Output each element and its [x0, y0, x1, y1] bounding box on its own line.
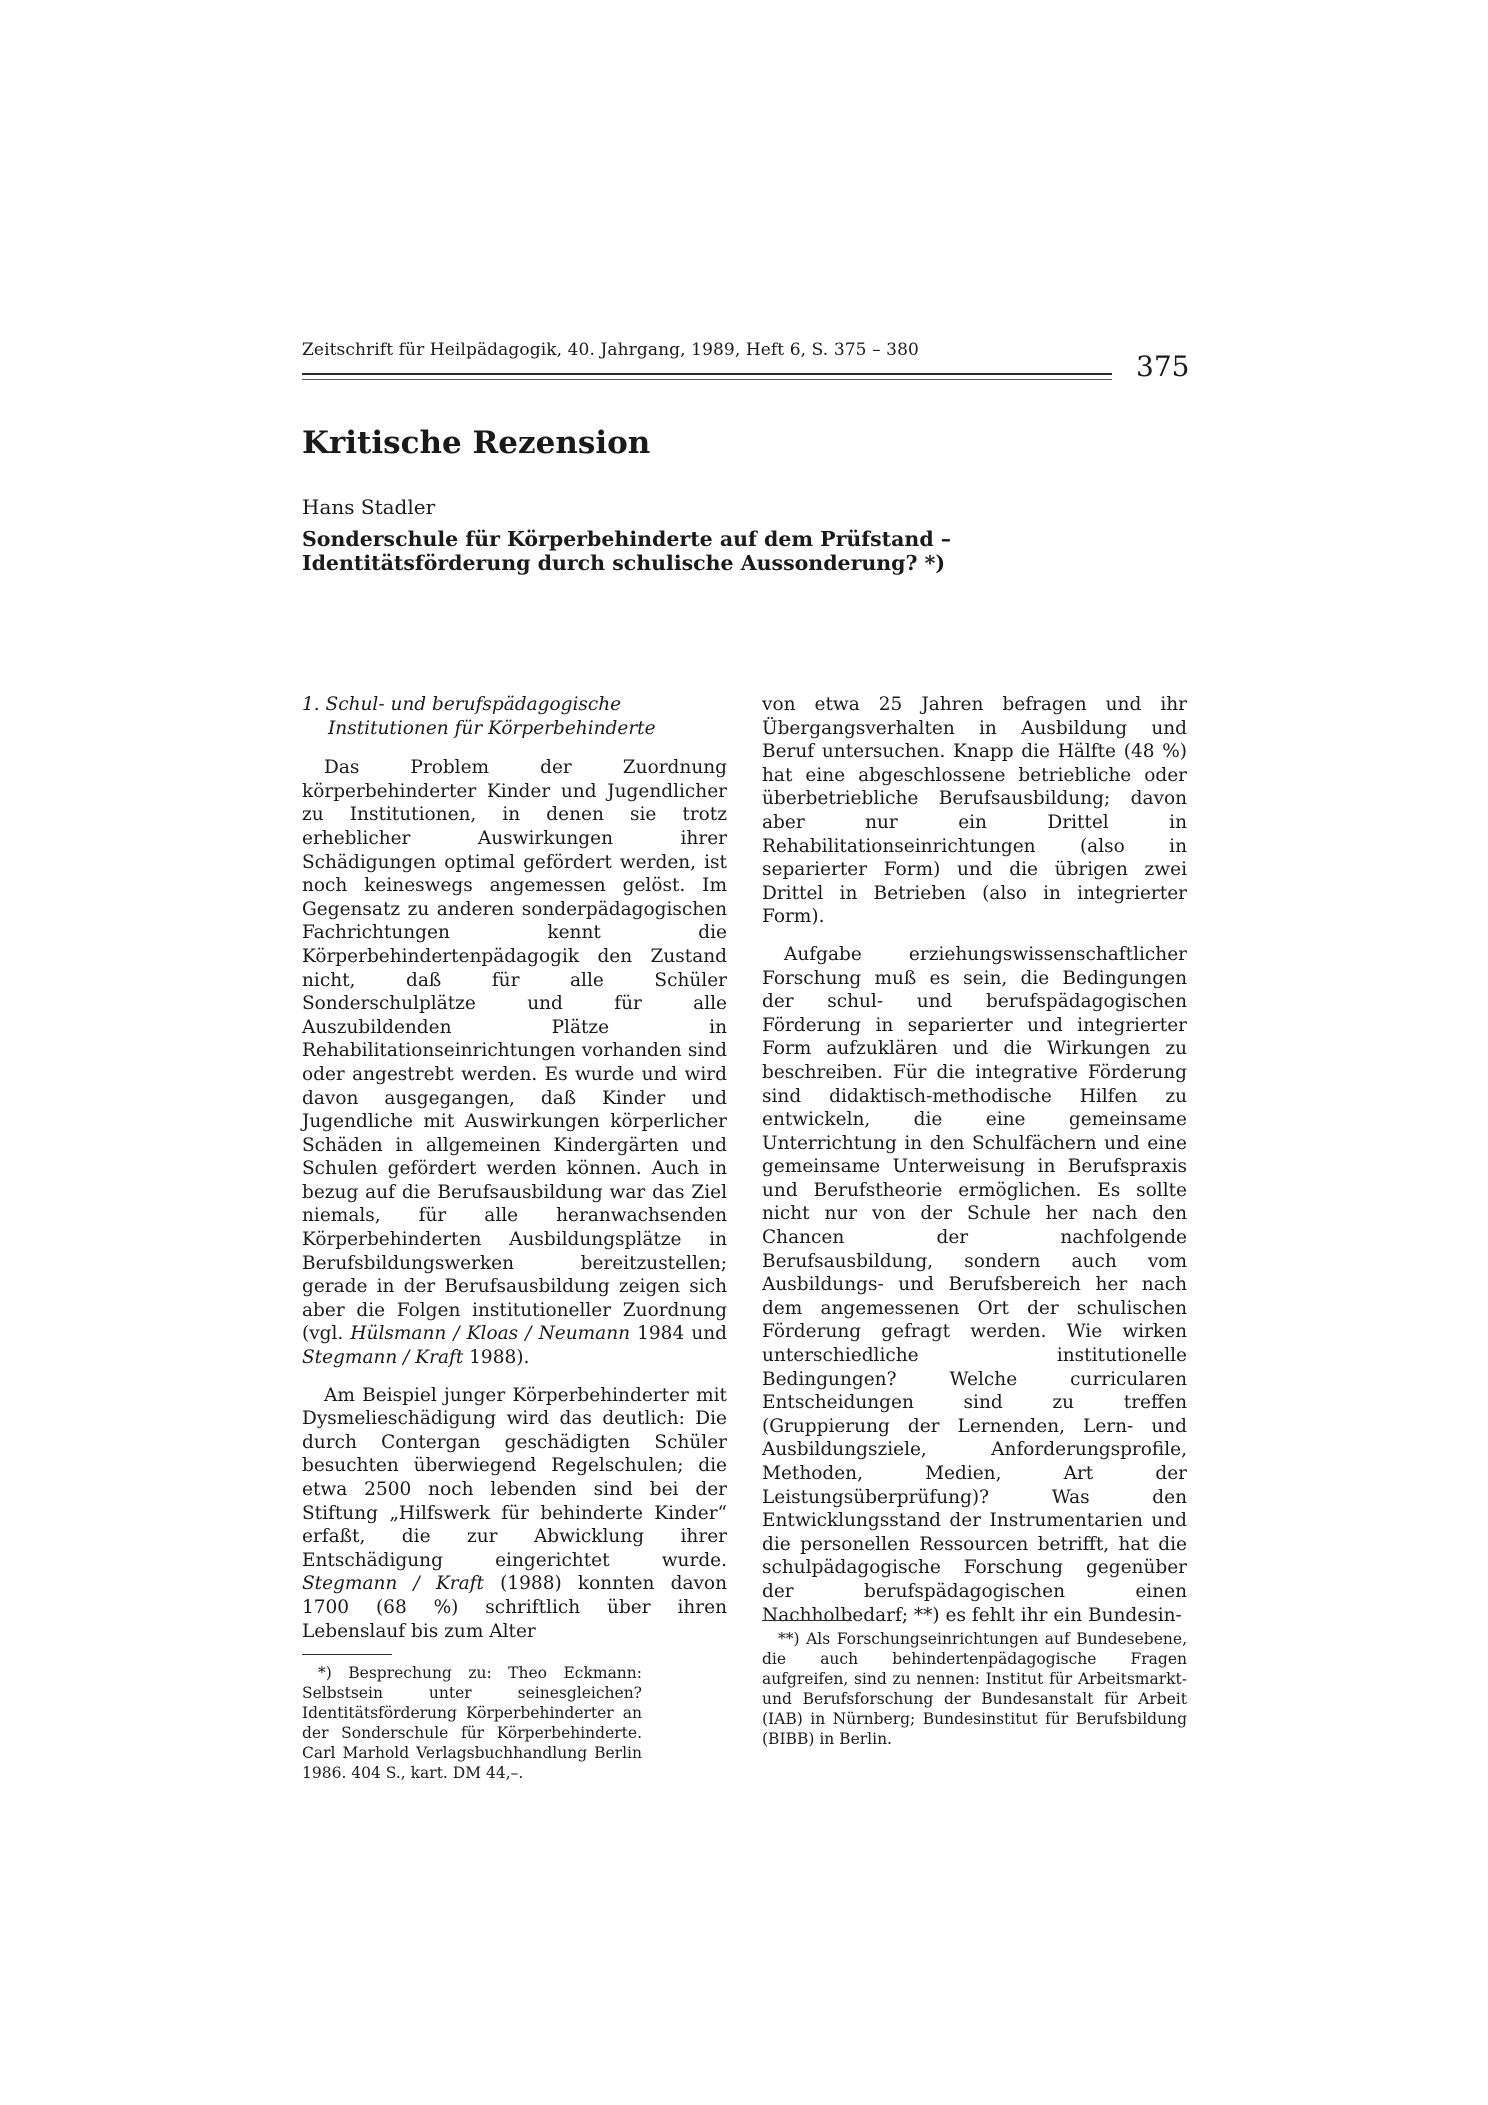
section-subheading: 1. Schul- und berufspädagogische Institutionen für Körperbehinderte: [302, 694, 656, 739]
left-footnote-block: [302, 1640, 642, 1783]
running-header: Zeitschrift für Heilpädagogik, 40. Jahrgang, 1989, Heft 6, S. 375 – 380: [302, 340, 919, 360]
author-name: Hans Stadler: [302, 495, 436, 519]
section-title: Kritische Rezension: [302, 425, 651, 461]
left-p1-text-a: Das Problem der Zuordnung körperbehinderter Kinder und Jugendlicher zu Institutionen, in denen sie trotz erheblicher Auswirkungen ihrer Schädigungen optimal gefördert werden, ist noch keineswegs angemessen gelöst. Im Gegensatz zu anderen sonderpädagogischen Fachrichtungen kennt die Körperbehindertenpädagogik den Zustand nicht, daß für alle Schüler Sonderschulplätze und für alle Auszubildenden Plätze in Rehabilitationseinrichtungen vorhanden sind oder angestrebt werden. Es wurde und wird davon ausgegangen, daß Kinder und Jugendliche mit Auswirkungen körperlicher Schäden in allgemeinen Kindergärten und Schulen gefördert werden können. Auch in bezug auf die Berufsausbildung war das Ziel niemals, für alle heranwachsenden Körperbehinderten Ausbildungsplätze in Berufsbildungswerken bereitzustellen; gerade in der Berufsausbildung zeigen sich aber die Folgen institutioneller Zuordnung (vgl.: [302, 757, 727, 1345]
footnote-rule: [762, 1620, 852, 1621]
header-rule: [302, 373, 1112, 375]
article-title-line-1: Sonderschule für Körperbehinderte auf dem Prüfstand –: [302, 527, 952, 551]
page-number: 375: [1136, 350, 1190, 383]
left-column: [302, 693, 727, 1655]
left-paragraph-2: [302, 1384, 727, 1644]
right-paragraph-2: Aufgabe erziehungswissenschaftlicher Forschung muß es sein, die Bedingungen der schul- und berufspädagogischen Förderung in separierter und integrierter Form aufzuklären und die Wirkungen zu beschreiben. Für die integrative Förderung sind didaktisch-methodische Hilfen zu entwickeln, die eine gemeinsame Unterrichtung in den Schulfächern und eine gemeinsame Unterweisung in Berufspraxis und Berufstheorie ermöglichen. Es sollte nicht nur von der Schule her nach den Chancen der nachfolgende Berufsausbildung, sondern auch vom Ausbildungs- und Berufsbereich her nach dem angemessenen Ort der schulischen Förderung gefragt werden. Wie wirken unterschiedliche institutionelle Bedingungen? Welche curricularen Entscheidungen sind zu treffen (Gruppierung der Lernenden, Lern- und Ausbildungsziele, Anforderungsprofile, Methoden, Medien, Art der Leistungsüberprüfung)? Was den Entwicklungsstand der Instrumentarien und die personellen Ressourcen betrifft, hat die schulpädagogische Forschung gegenüber der berufspädagogischen einen Nachholbedarf; **) es fehlt ihr ein Bundesin-: [762, 943, 1187, 1626]
citation-huelsmann: Hülsmann / Kloas / Neumann: [350, 1323, 631, 1345]
footnote-rule: [302, 1654, 392, 1655]
article-title: [302, 527, 1022, 575]
left-paragraph-1: [302, 756, 727, 1369]
left-p2-text-a: Am Beispiel junger Körperbehinderter mit Dysmelieschädigung wird das deutlich: Die durch Contergan geschädigten Schüler besuchten überwiegend Regelschulen; die etwa 2500 noch lebenden sind bei der Stiftung „Hilfswerk für behinderte Kinder“ erfaßt, die zur Abwicklung ihrer Entschädigung eingerichtet wurde.: [302, 1384, 727, 1571]
left-p2-text-b: (1988) konnten davon 1700 (68 %) schriftlich über ihren Lebenslauf bis zum Alter: [302, 1573, 727, 1642]
footnote-2: **) Als Forschungseinrichtungen auf Bundesebene, die auch behindertenpädagogische Fragen aufgreifen, sind zu nennen: Institut für Arbeitsmarkt- und Berufsforschung der Bundesanstalt für Arbeit (IAB) in Nürnberg; Bundesinstitut für Berufsbildung (BIBB) in Berlin.: [762, 1630, 1187, 1748]
left-p1-text-b: 1984 und: [630, 1323, 727, 1345]
right-column: [762, 693, 1187, 1639]
citation-stegmann-1: Stegmann / Kraft: [302, 1347, 464, 1369]
left-p1-text-c: 1988).: [463, 1347, 530, 1369]
article-title-line-2: Identitätsförderung durch schulische Aussonderung? *): [302, 551, 946, 575]
citation-stegmann-2: Stegmann / Kraft: [302, 1573, 484, 1595]
right-paragraph-1: von etwa 25 Jahren befragen und ihr Übergangsverhalten in Ausbildung und Beruf untersuchen. Knapp die Hälfte (48 %) hat eine abgeschlossene betriebliche oder überbetriebliche Berufsausbildung; davon aber nur ein Drittel in Rehabilitationseinrichtungen (also in separierter Form) und die übrigen zwei Drittel in Betrieben (also in integrierter Form).: [762, 694, 1187, 928]
right-footnote-block: [762, 1606, 1187, 1749]
header-rule-secondary: [302, 379, 1112, 380]
footnote-1: *) Besprechung zu: Theo Eckmann: Selbstsein unter seinesgleichen? Identitätsförderung Körperbehinderter an der Sonderschule für Körperbehinderte. Carl Marhold Verlagsbuchhandlung Berlin 1986. 404 S., kart. DM 44,–.: [302, 1664, 642, 1782]
